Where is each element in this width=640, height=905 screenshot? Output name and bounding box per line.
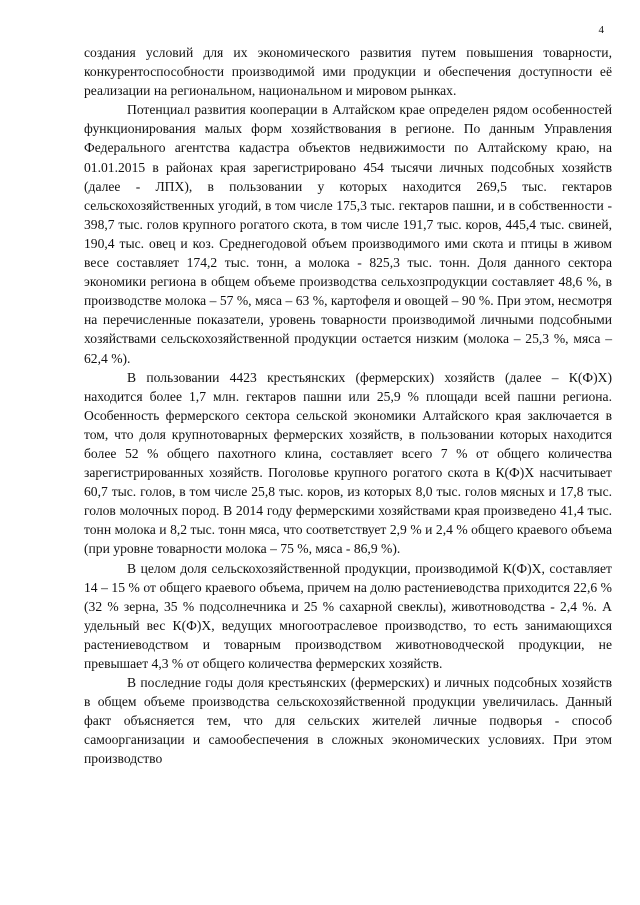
paragraph-2: Потенциал развития кооперации в Алтайском крае определен рядом особенностей функционирования малых форм хозяйствования в регионе. По данным Управления Федерального агентства кадастра объектов недвижимости по Алтайскому краю, на 01.01.2015 в районах края зарегистрировано 454 тысячи личных подсобных хозяйств (далее - ЛПХ), в пользовании у которых находится 269,5 тыс. гектаров сельскохозяйственных угодий, в том числе 175,3 тыс. гектаров пашни, и в собственности - 398,7 тыс. голов крупного рогатого скота, в том числе 191,7 тыс. коров, 445,4 тыс. свиней, 190,4 тыс. овец и коз. Среднегодовой объем производимого ими скота и птицы в живом весе составляет 174,2 тыс. тонн, а молока - 825,3 тыс. тонн. Доля данного сектора экономики региона в общем объеме производства сельхозпродукции составляет 48,6 %, в производстве молока – 57 %, мяса – 63 %, картофеля и овощей – 90 %. При этом, несмотря на перечисленные показатели, уровень товарности производимой личными подсобными хозяйствами сельскохозяйственной продукции остается низким (молока – 25,3 %, мяса – 62,4 %). (84, 102, 612, 366)
paragraph-1: создания условий для их экономического развития путем повышения товарности, конкурентоспособности производимой ими продукции и обеспечения доступности её реализации на региональном, национальном и мировом рынках. (84, 45, 612, 99)
paragraph-5: В последние годы доля крестьянских (фермерских) и личных подсобных хозяйств в общем объеме производства сельскохозяйственной продукции увеличилась. Данный факт объясняется тем, что для сельских жителей личные подворья - способ самоорганизации и самообеспечения в сложных экономических условиях. При этом производство (84, 675, 612, 767)
body-text (84, 43, 612, 769)
paragraph-4: В целом доля сельскохозяйственной продукции, производимой К(Ф)Х, составляет 14 – 15 % от общего краевого объема, причем на долю растениеводства приходится 22,6 % (32 % зерна, 35 % подсолнечника и 25 % сахарной свеклы), животноводства - 2,4 %. А удельный вес К(Ф)Х, ведущих многоотраслевое производство, то есть занимающихся растениеводством и товарным производством животноводческой продукции, не превышает 4,3 % от общего количества фермерских хозяйств. (84, 560, 612, 671)
page-number: 4 (598, 24, 604, 36)
paragraph-3: В пользовании 4423 крестьянских (фермерских) хозяйств (далее – К(Ф)Х) находится более 1,7 млн. гектаров пашни или 25,9 % площади всей пашни региона. Особенность фермерского сектора сельской экономики Алтайского края заключается в том, что доля крупнотоварных фермерских хозяйств, в пользовании которых находится более 52 % общего пахотного клина, составляет всего 7 % от общего количества зарегистрированных хозяйств. Поголовье крупного рогатого скота в К(Ф)Х насчитывает 60,7 тыс. голов, в том числе 25,8 тыс. коров, из которых 8,0 тыс. голов мясных и 17,8 тыс. голов молочных пород. В 2014 году фермерскими хозяйствами края произведено 41,4 тыс. тонн молока и 8,2 тыс. тонн мяса, что соответствует 2,9 % и 2,4 % общего краевого объема (при уровне товарности молока – 75 %, мяса - 86,9 %). (84, 369, 612, 557)
